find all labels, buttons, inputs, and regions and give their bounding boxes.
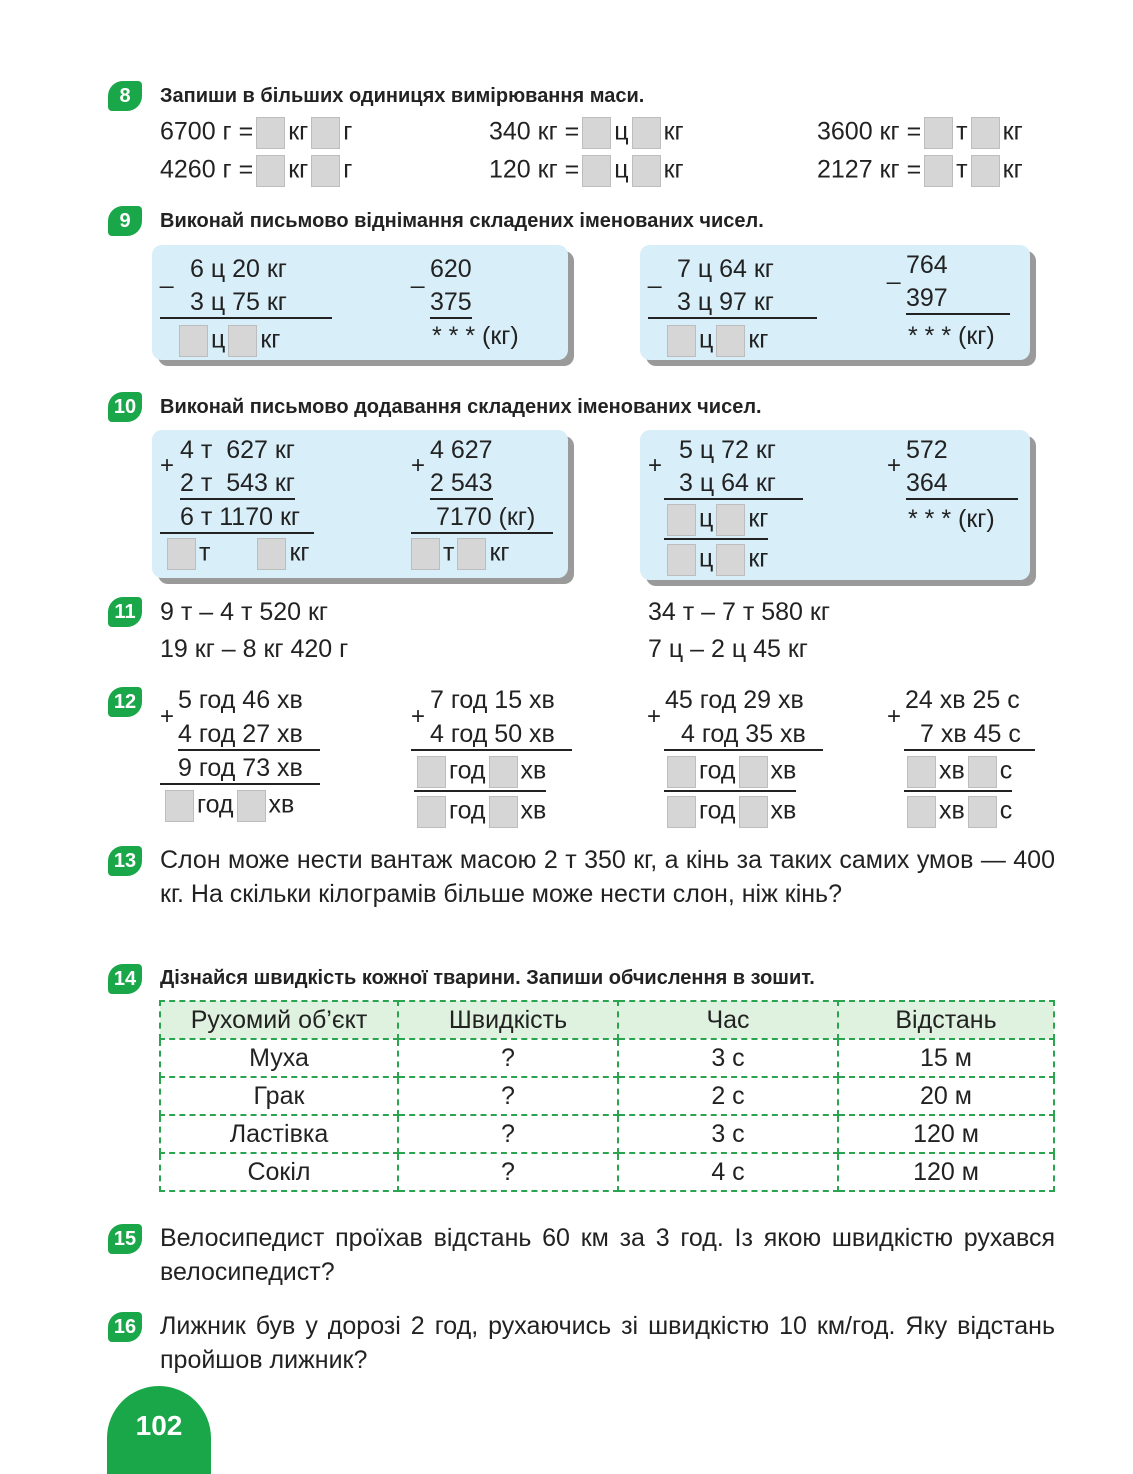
column-header: Рухомий об’єкт [160,1001,398,1039]
unit: хв [520,796,547,825]
speed-table [159,1000,1055,1192]
unit: год [197,790,234,819]
addend: 4 год 50 хв [411,720,572,751]
answer-cell[interactable] [228,325,257,357]
unit: год [449,756,486,785]
answer-cell[interactable] [968,796,997,828]
answer-cell[interactable] [311,117,340,149]
answer-cell[interactable] [924,155,953,187]
result-row [664,504,768,540]
addend: 5 ц 72 кг [679,436,776,464]
result-row [414,756,546,792]
answer-cell[interactable] [632,117,661,149]
table-header-row [160,1001,1054,1039]
plus-sign: + [411,703,426,730]
table-row [160,1039,1054,1077]
answer-cell[interactable] [256,117,285,149]
task-number-8: 8 [108,81,142,111]
expr: 6700 г = [160,117,254,146]
plus-sign: + [411,452,426,479]
expr: 120 кг = [489,155,580,184]
answer-cell[interactable] [667,796,696,828]
intermediate-sum: 9 год 73 хв [160,754,320,785]
minuend: 7 ц 64 кг [677,255,774,283]
table-row [160,1153,1054,1191]
answer-cell[interactable] [417,796,446,828]
unit: хв [770,796,797,825]
result-row [164,538,310,570]
plus-sign: + [160,452,175,479]
addend: 7 хв 45 с [904,720,1035,751]
unit: кг [1002,155,1023,184]
table-row [160,1077,1054,1115]
minuend: 764 [906,251,948,279]
unit: кг [748,325,769,354]
result-hidden: * * * (кг) [432,322,519,350]
unit: хв [939,796,965,825]
answer-cell[interactable] [716,544,745,576]
cell: 3 с [618,1115,838,1153]
addend: 364 [906,469,1018,500]
result-row [904,756,1012,792]
result-row [664,756,796,792]
unit: г [343,155,353,184]
answer-cell[interactable] [716,325,745,357]
task-15-text: Велосипедист проїхав відстань 60 км за 3 год. Із якою швидкістю рухався велосипедист? [160,1224,1055,1286]
answer-cell[interactable] [582,155,611,187]
answer-cell[interactable] [237,790,266,822]
minus-sign: _ [411,262,425,289]
cell: Ластівка [160,1115,398,1153]
result-row [408,538,510,570]
task-8-row2-c [817,155,1023,187]
answer-cell[interactable] [971,155,1000,187]
unit: кг [748,544,769,573]
answer-cell[interactable] [489,756,518,788]
task-8-row1-a [160,117,352,149]
unit: кг [748,504,769,533]
unit: кг [663,117,684,146]
result-row [414,796,546,828]
expr: 2127 кг = [817,155,922,184]
answer-cell[interactable] [179,325,208,357]
unit: хв [268,790,295,819]
unit: ц [699,544,714,573]
column-header: Швидкість [398,1001,618,1039]
unit: хв [770,756,797,785]
unit: кг [1002,117,1023,146]
plus-sign: + [887,452,902,479]
minus-sign: _ [887,258,901,285]
answer-cell[interactable] [411,538,440,570]
subtrahend: 375 [430,288,472,319]
unit: т [956,117,968,146]
answer-cell[interactable] [667,756,696,788]
subtrahend: 397 [906,284,1010,315]
task-14-title: Дізнайся швидкість кожної тварини. Запиши обчислення в зошит. [160,967,815,989]
answer-cell[interactable] [971,117,1000,149]
cell: 2 с [618,1077,838,1115]
unit: ц [699,325,714,354]
plus-sign: + [648,452,663,479]
task-8-row1-b [489,117,684,149]
task-number-11: 11 [108,597,142,627]
answer-cell[interactable] [968,756,997,788]
addend: 3 ц 64 кг [664,469,803,500]
answer-cell[interactable] [667,544,696,576]
task-13-text: Слон може нести вантаж масою 2 т 350 кг, а кінь за таких самих умов — 400 кг. На скільки кілограмів більше може нести слон, ніж кінь? [160,846,1055,908]
unit: кг [289,538,310,567]
answer-cell[interactable] [257,538,286,570]
subtrahend: 3 ц 75 кг [160,288,332,319]
unit: кг [260,325,281,354]
unit: хв [939,756,965,785]
cell: 120 м [838,1115,1054,1153]
addend: 7 год 15 хв [430,686,555,714]
cell: Грак [160,1077,398,1115]
intermediate-sum: 7170 (кг) [411,503,553,534]
unit: год [449,796,486,825]
cell: ? [398,1039,618,1077]
task-number-9: 9 [108,206,142,236]
task-number-12: 12 [108,687,142,717]
task-8-row2-a [160,155,352,187]
task-10-title: Виконай письмово додавання складених іменованих чисел. [160,396,762,418]
cell: ? [398,1115,618,1153]
minuend: 620 [430,255,472,283]
answer-cell[interactable] [417,756,446,788]
task-8-row1-c [817,117,1023,149]
result-row [664,325,768,357]
plus-sign: + [887,703,902,730]
addend: 4 год 27 хв [178,720,320,751]
addend: 45 год 29 хв [665,686,804,714]
answer-cell[interactable] [165,790,194,822]
task-number-15: 15 [108,1224,142,1254]
task-number-10: 10 [108,392,142,422]
answer-cell[interactable] [907,796,936,828]
unit: год [699,756,736,785]
answer-cell[interactable] [716,504,745,536]
task-number-16: 16 [108,1312,142,1342]
plus-sign: + [160,703,175,730]
expression: 19 кг – 8 кг 420 г [160,635,349,663]
expression: 7 ц – 2 ц 45 кг [648,635,808,663]
cell: ? [398,1153,618,1191]
unit: т [443,538,455,567]
unit: хв [520,756,547,785]
minus-sign: _ [648,262,662,289]
answer-cell[interactable] [667,504,696,536]
cell: 3 с [618,1039,838,1077]
answer-cell[interactable] [739,796,768,828]
unit: ц [614,155,629,184]
answer-cell[interactable] [457,538,486,570]
answer-cell[interactable] [167,538,196,570]
answer-cell[interactable] [582,117,611,149]
unit: г [343,117,353,146]
unit: кг [288,155,309,184]
unit: ц [614,117,629,146]
addend: 4 год 35 хв [664,720,823,751]
column-header: Час [618,1001,838,1039]
unit: с [999,796,1013,825]
expr: 4260 г = [160,155,254,184]
answer-cell[interactable] [311,155,340,187]
subtrahend: 3 ц 97 кг [648,288,817,319]
task-number-14: 14 [108,964,142,994]
minus-sign: _ [160,262,174,289]
unit: ц [211,325,226,354]
expr: 340 кг = [489,117,580,146]
addend: 4 627 [430,436,493,464]
result-hidden: * * * (кг) [908,505,995,533]
addend: 572 [906,436,948,464]
result-row [664,796,796,828]
plus-sign: + [647,703,662,730]
addend: 24 хв 25 с [905,686,1020,714]
task-number-13: 13 [108,846,142,876]
intermediate-sum: 6 т 1170 кг [160,503,314,534]
task-8-row2-b [489,155,684,187]
page-number: 102 [107,1386,211,1474]
cell: 15 м [838,1039,1054,1077]
cell: ? [398,1077,618,1115]
unit: кг [288,117,309,146]
addend: 4 т 627 кг [180,436,295,464]
table-row [160,1115,1054,1153]
cell: Муха [160,1039,398,1077]
addend: 5 год 46 хв [178,686,303,714]
cell: 120 м [838,1153,1054,1191]
task-9-title: Виконай письмово віднімання складених іменованих чисел. [160,210,764,232]
answer-cell[interactable] [632,155,661,187]
minuend: 6 ц 20 кг [190,255,287,283]
answer-cell[interactable] [924,117,953,149]
unit: кг [663,155,684,184]
task-8-title: Запиши в більших одиницях вимірювання маси. [160,85,645,107]
expression: 34 т – 7 т 580 кг [648,598,830,626]
result-row [162,790,294,822]
unit: кг [489,538,510,567]
answer-cell[interactable] [667,325,696,357]
unit: т [199,538,211,567]
unit: год [699,796,736,825]
expr: 3600 кг = [817,117,922,146]
unit: с [999,756,1013,785]
column-header: Відстань [838,1001,1054,1039]
unit: ц [699,504,714,533]
answer-cell[interactable] [739,756,768,788]
answer-cell[interactable] [489,796,518,828]
result-row [904,796,1012,828]
addend: 2 т 543 кг [180,469,295,500]
task-16-text: Лижник був у дорозі 2 год, рухаючись зі швидкістю 10 км/год. Яку відстань пройшов лижник? [160,1312,1055,1374]
expression: 9 т – 4 т 520 кг [160,598,329,626]
cell: Сокіл [160,1153,398,1191]
cell: 20 м [838,1077,1054,1115]
result-row [176,325,280,357]
result-row [664,544,768,576]
answer-cell[interactable] [256,155,285,187]
answer-cell[interactable] [907,756,936,788]
unit: т [956,155,968,184]
cell: 4 с [618,1153,838,1191]
addend: 2 543 [430,469,493,500]
result-hidden: * * * (кг) [908,322,995,350]
